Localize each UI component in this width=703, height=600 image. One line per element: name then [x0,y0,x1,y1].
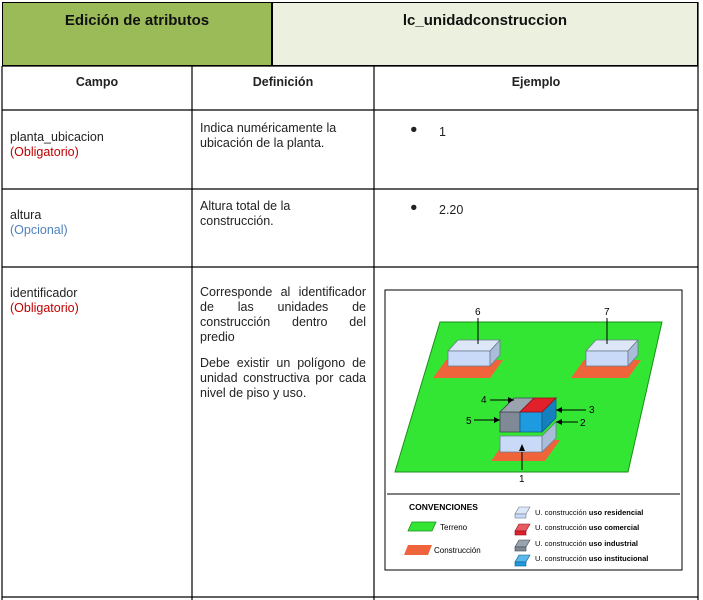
example-value: 2.20 [439,203,464,217]
label-1: 1 [519,474,525,485]
legend-terreno-label: Terreno [440,523,468,532]
field-name: planta_ubicacion [10,130,104,144]
label-5: 5 [466,416,472,427]
label-4: 4 [481,395,487,406]
label-3: 3 [589,405,595,416]
table-row-definicion: Altura total de la construcción. [200,199,291,228]
definition-paragraph: Debe existir un polígono de unidad constructiva por cada nivel de piso y uso. [200,356,366,400]
header-right-title: lc_unidadconstruccion [402,12,568,29]
column-header-definicion: Definición [252,75,314,89]
label-6: 6 [475,307,481,318]
definition-paragraph: Corresponde al identificador de las unidades de construcción dentro del predio [200,285,366,344]
requirement-label: (Obligatorio) [10,301,79,315]
example-value: 1 [439,125,446,139]
column-header-campo: Campo [75,75,119,89]
requirement-label: (Opcional) [10,223,68,237]
field-name: altura [10,208,42,222]
field-name: identificador [10,286,78,300]
legend-terreno-swatch [408,522,436,531]
legend-construccion-label: Construcción [434,546,481,555]
legend-comercial-label: U. construcción uso comercial [535,523,640,532]
label-7: 7 [604,307,610,318]
label-2: 2 [580,418,586,429]
legend-industrial-label: U. construcción uso industrial [535,539,638,548]
legend-residencial-label: U. construcción uso residencial [535,508,644,517]
table-row-definicion: Indica numéricamente la ubicación de la planta. [200,121,337,150]
bullet-icon: ● [410,122,418,136]
legend-construccion-swatch [404,545,432,555]
header-left-title: Edición de atributos [64,12,210,29]
legend-title: CONVENCIONES [409,502,478,512]
requirement-label: (Obligatorio) [10,145,79,159]
bullet-icon: ● [410,200,418,214]
legend-institucional-label: U. construcción uso institucional [535,554,649,563]
column-header-ejemplo: Ejemplo [511,75,561,89]
